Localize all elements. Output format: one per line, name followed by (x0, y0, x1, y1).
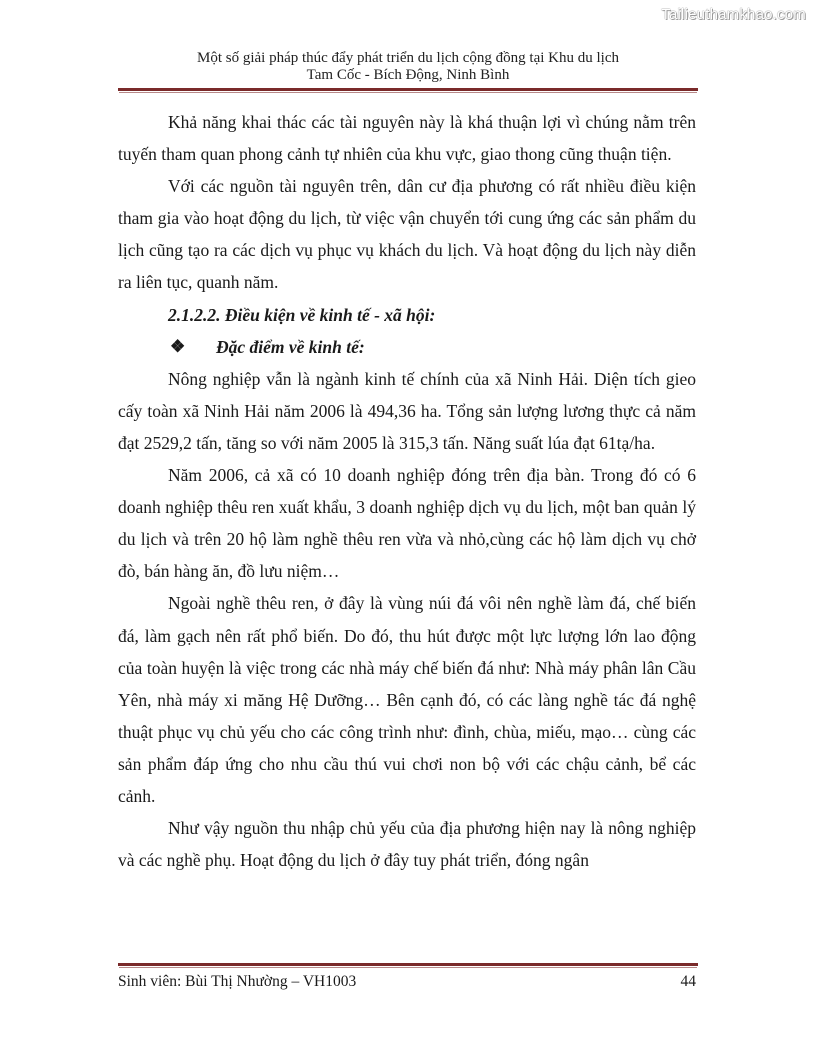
paragraph-5: Ngoài nghề thêu ren, ở đây là vùng núi đá vôi nên nghề làm đá, chế biến đá, làm gạch nên rất phổ biến. Do đó, thu hút được một lực lượng lớn lao động của toàn huyện là việc trong các nhà máy chế biến đá như: Nhà máy phân lân Cầu Yên, nhà máy xi măng Hệ Dưỡng… Bên cạnh đó, có các làng nghề tác đá nghệ thuật phục vụ chủ yếu cho các công trình như: đình, chùa, miếu, mạo… cùng các sản phẩm đáp ứng cho nhu cầu thú vui chơi non bộ với các chậu cảnh, bể các cảnh. (118, 593, 696, 806)
paragraph-1: Khả năng khai thác các tài nguyên này là khá thuận lợi vì chúng nằm trên tuyến tham quan phong cảnh tự nhiên của khu vực, giao thong cũng thuận tiện. (118, 112, 696, 165)
page-footer (118, 973, 696, 991)
bullet-heading (118, 331, 696, 363)
paragraph-3: Nông nghiệp vẫn là ngành kinh tế chính của xã Ninh Hải. Diện tích gieo cấy toàn xã Ninh Hải năm 2006 là 494,36 ha. Tổng sản lượng lương thực cả năm đạt 2529,2 tấn, tăng so với năm 2005 là 315,3 tấn. Năng suất lúa đạt 61tạ/ha. (118, 368, 696, 453)
footer-rule (118, 963, 698, 966)
paragraph-2: Với các nguồn tài nguyên trên, dân cư địa phương có rất nhiều điều kiện tham gia vào hoạt động du lịch, từ việc vận chuyển tới cung ứng các sản phẩm du lịch cũng tạo ra các dịch vụ phục vụ khách du lịch. Và hoạt động du lịch này diễn ra liên tục, quanh năm. (118, 176, 696, 293)
paragraph-4: Năm 2006, cả xã có 10 doanh nghiệp đóng trên địa bàn. Trong đó có 6 doanh nghiệp thêu ren xuất khẩu, 3 doanh nghiệp dịch vụ du lịch, một ban quản lý du lịch và trên 20 hộ làm nghề thêu ren vừa và nhỏ,cùng các hộ làm dịch vụ chở đò, bán hàng ăn, đồ lưu niệm… (118, 465, 696, 582)
bullet-heading-text: Đặc điểm về kinh tế: (216, 336, 365, 357)
header-line-2: Tam Cốc - Bích Động, Ninh Bình (306, 67, 510, 83)
header-rule (118, 88, 698, 91)
page-number: 44 (680, 973, 696, 990)
footer-student: Sinh viên: Bùi Thị Nhường – VH1003 (118, 973, 357, 990)
document-body (118, 106, 696, 876)
page-header (118, 50, 698, 84)
diamond-bullet-icon: ❖ (170, 336, 186, 356)
section-heading: 2.1.2.2. Điều kiện về kinh tế - xã hội: (168, 304, 436, 325)
header-line-1: Một số giải pháp thúc đẩy phát triển du lịch cộng đồng tại Khu du lịch (196, 50, 619, 66)
paragraph-6: Như vậy nguồn thu nhập chủ yếu của địa phương hiện nay là nông nghiệp và các nghề phụ. Hoạt động du lịch ở đây tuy phát triển, đóng ngân (118, 818, 696, 871)
watermark: Tailieuthamkhao.com (661, 6, 806, 23)
